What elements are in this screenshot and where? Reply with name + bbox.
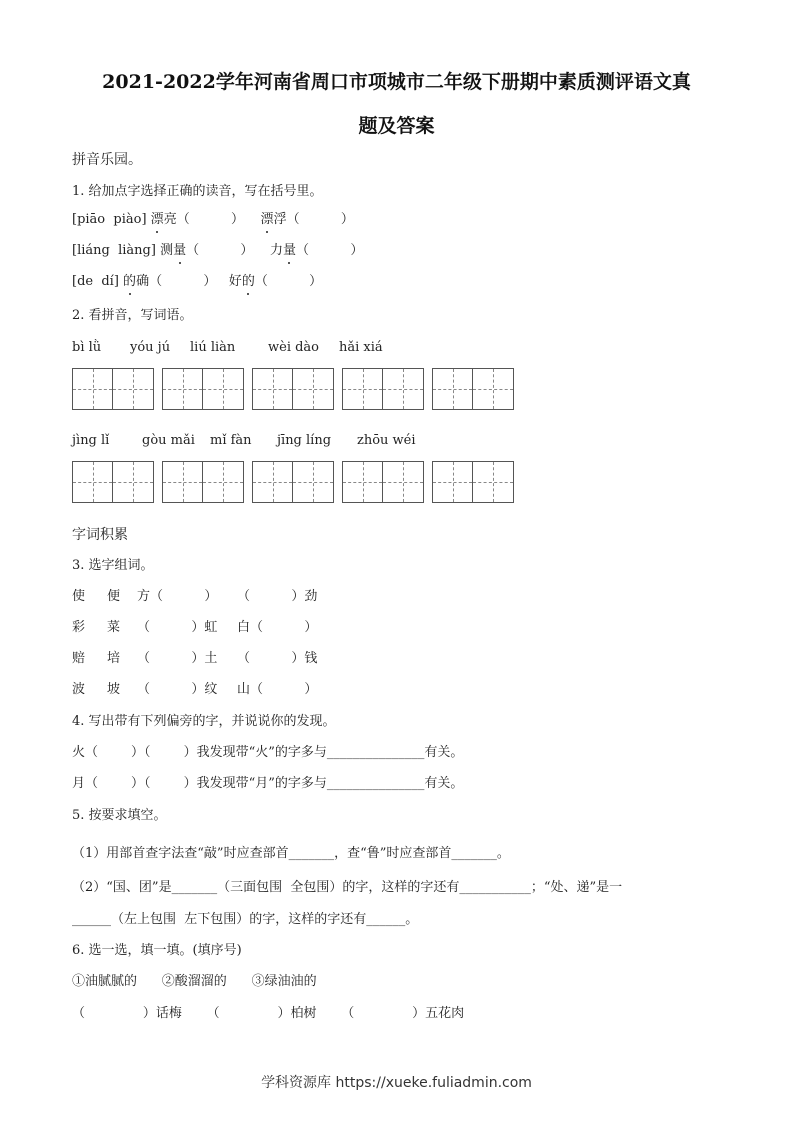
q1-row2-blank: （ ） bbox=[186, 243, 254, 258]
pinyin-label: gòu mǎi bbox=[142, 433, 195, 448]
dotted-char: 的 bbox=[123, 274, 137, 289]
q3-char: 波 bbox=[72, 682, 86, 697]
q4-row-moon: 月（ ）（ ）我发现带“月”的字多与_______________有关。 bbox=[72, 776, 464, 791]
q1-row2-pinyin: [liáng liàng] bbox=[72, 243, 156, 258]
writing-grid[interactable] bbox=[252, 461, 334, 503]
q3-blank: 方（ ） bbox=[137, 589, 218, 604]
pinyin-label: zhōu wéi bbox=[357, 433, 416, 448]
q3-char: 彩 bbox=[72, 620, 86, 635]
q1-row3-char: 好 bbox=[228, 274, 242, 289]
q3-blank: 白（ ） bbox=[237, 620, 318, 635]
q1-row-2 bbox=[72, 243, 363, 259]
q3-blank: （ ）土 bbox=[137, 651, 218, 666]
q5-part-1: （1）用部首查字法查“敲”时应查部首_______，查“鲁”时应查部首_______。 bbox=[72, 846, 510, 861]
q4-row-fire: 火（ ）（ ）我发现带“火”的字多与_______________有关。 bbox=[72, 745, 464, 760]
q3-blank: （ ）纹 bbox=[137, 682, 218, 697]
q3-char: 培 bbox=[107, 651, 121, 666]
writing-grid[interactable] bbox=[162, 368, 244, 410]
section-heading-pinyin: 拼音乐园。 bbox=[72, 152, 142, 168]
pinyin-label: bì lǜ bbox=[72, 340, 102, 355]
dotted-char: 的 bbox=[241, 274, 255, 289]
q3-char: 赔 bbox=[72, 651, 86, 666]
writing-grid-row-1 bbox=[72, 368, 515, 410]
page-title-line2: 题及答案 bbox=[358, 115, 435, 137]
question-1-label: 1. 给加点字选择正确的读音，写在括号里。 bbox=[72, 184, 323, 199]
writing-grid[interactable] bbox=[252, 368, 334, 410]
writing-grid[interactable] bbox=[432, 461, 514, 503]
q3-char: 菜 bbox=[107, 620, 121, 635]
question-6-label: 6. 选一选，填一填。(填序号) bbox=[72, 943, 242, 958]
writing-grid[interactable] bbox=[432, 368, 514, 410]
q1-row2-blank: （ ） bbox=[296, 243, 364, 258]
q1-row1-word1: 亮（ ） bbox=[163, 212, 245, 227]
q1-row2-char: 测 bbox=[160, 243, 174, 258]
q1-row2-char: 力 bbox=[269, 243, 283, 258]
question-2-label: 2. 看拼音，写词语。 bbox=[72, 308, 193, 323]
dotted-char: 漂 bbox=[260, 212, 274, 227]
q1-row3-word1: 确（ ） bbox=[136, 274, 217, 289]
q1-row-1 bbox=[72, 212, 354, 228]
pinyin-label: mǐ fàn bbox=[210, 433, 252, 448]
q3-blank: 山（ ） bbox=[237, 682, 318, 697]
q1-row-3 bbox=[72, 274, 322, 290]
pinyin-label: hǎi xiá bbox=[339, 340, 383, 355]
pinyin-label: yóu jú bbox=[130, 340, 171, 355]
question-5-label: 5. 按要求填空。 bbox=[72, 808, 167, 823]
q1-row1-word2: 浮（ ） bbox=[273, 212, 354, 227]
q1-row3-pinyin: [de dí] bbox=[72, 274, 119, 289]
q6-options: ①油腻腻的 ②酸溜溜的 ③绿油油的 bbox=[72, 974, 317, 989]
pinyin-label: wèi dào bbox=[268, 340, 320, 355]
pinyin-label: liú liàn bbox=[190, 340, 236, 355]
section-heading-words: 字词积累 bbox=[72, 527, 128, 543]
q5-part-2: （2）“国、团”是_______（三面包围 全包围）的字，这样的字还有___________；“处、递”是一 bbox=[72, 880, 623, 895]
q1-row3-blank: （ ） bbox=[254, 274, 323, 289]
q3-char: 便 bbox=[107, 589, 121, 604]
q3-blank: （ ）虹 bbox=[137, 620, 218, 635]
q3-blank: （ ）钱 bbox=[237, 651, 318, 666]
writing-grid[interactable] bbox=[162, 461, 244, 503]
footer-watermark: 学科资源库 https://xueke.fuliadmin.com bbox=[261, 1075, 532, 1091]
q1-row1-pinyin: [piāo piào] bbox=[72, 212, 147, 227]
pinyin-label: jīng líng bbox=[277, 433, 332, 448]
dotted-char: 漂 bbox=[150, 212, 164, 227]
q3-char: 使 bbox=[72, 589, 86, 604]
dotted-char: 量 bbox=[282, 243, 296, 258]
q3-char: 坡 bbox=[107, 682, 121, 697]
q5-part-2-cont: ______（左上包围 左下包围）的字，这样的字还有______。 bbox=[72, 912, 419, 927]
dotted-char: 量 bbox=[173, 243, 187, 258]
q6-blanks: （ ）话梅 （ ）柏树 （ ）五花肉 bbox=[72, 1006, 465, 1021]
pinyin-label: jìng lǐ bbox=[72, 433, 110, 448]
page-title-line1: 2021-2022学年河南省周口市项城市二年级下册期中素质测评语文真 bbox=[102, 71, 691, 93]
writing-grid[interactable] bbox=[342, 461, 424, 503]
writing-grid[interactable] bbox=[342, 368, 424, 410]
question-3-label: 3. 选字组词。 bbox=[72, 558, 154, 573]
question-4-label: 4. 写出带有下列偏旁的字，并说说你的发现。 bbox=[72, 714, 336, 729]
writing-grid[interactable] bbox=[72, 461, 154, 503]
q3-blank: （ ）劲 bbox=[237, 589, 318, 604]
writing-grid[interactable] bbox=[72, 368, 154, 410]
writing-grid-row-2 bbox=[72, 461, 515, 503]
